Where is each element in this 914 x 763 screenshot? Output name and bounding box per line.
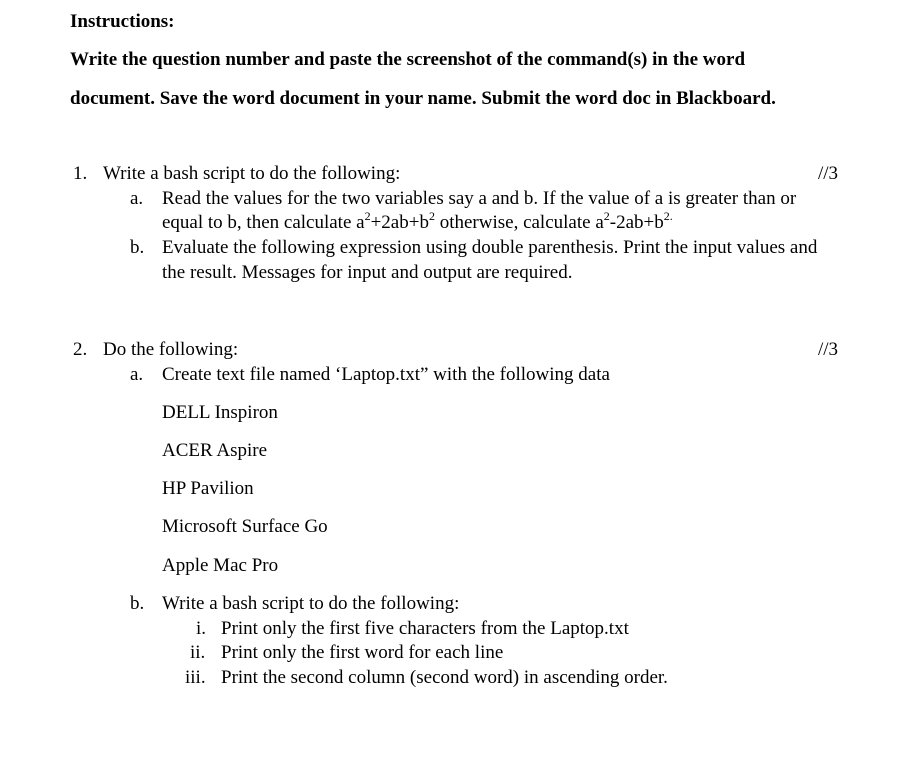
laptop-item: DELL Inspiron <box>162 402 278 423</box>
q1-b-label: b. <box>130 237 145 258</box>
laptop-item: Microsoft Surface Go <box>162 516 328 537</box>
laptop-item: ACER Aspire <box>162 440 268 461</box>
q1-marks: //3 <box>818 163 839 184</box>
q1-a-sup-1: 2 <box>364 209 371 223</box>
q2-b-subitem-label: i. <box>196 618 207 639</box>
q2-b-subitem-text: Print the second column (second word) in ascending order. <box>221 667 668 688</box>
instructions-line-1: Write the question number and paste the screenshot of the command(s) in the word <box>70 49 746 70</box>
q1-a-sup-4: 2. <box>663 209 673 223</box>
q1-text: Write a bash script to do the following: <box>103 163 401 184</box>
q2-a-label: a. <box>130 364 144 385</box>
q2-b-subitem-text: Print only the first word for each line <box>221 642 504 663</box>
q2-a-text: Create text file named ‘Laptop.txt” with the following data <box>162 364 610 385</box>
instructions-heading: Instructions: <box>70 11 175 32</box>
q1-a-sup-2: 2 <box>428 209 435 223</box>
q1-b-line-2: the result. Messages for input and output are required. <box>162 262 573 283</box>
q2-b-subitem-text: Print only the first five characters from the Laptop.txt <box>221 618 629 639</box>
q2-marks: //3 <box>818 339 839 360</box>
q2-b-label: b. <box>130 593 145 614</box>
q1-a-line-1: Read the values for the two variables say a and b. If the value of a is greater than or <box>162 188 797 209</box>
q2-text: Do the following: <box>103 339 239 360</box>
q2-b-subitem-label: ii. <box>190 642 206 663</box>
instructions-line-2: document. Save the word document in your name. Submit the word doc in Blackboard. <box>70 88 776 109</box>
laptop-item: Apple Mac Pro <box>162 555 279 576</box>
q1-a-mid-1: +2ab+b <box>370 212 429 233</box>
q1-number: 1. <box>73 163 88 184</box>
q1-a-mid-2: otherwise, calculate a <box>434 212 604 233</box>
q1-a-line-2 <box>162 209 673 233</box>
q1-a-sup-3: 2 <box>603 209 610 223</box>
q1-a-line-2-pre: equal to b, then calculate a <box>162 212 365 233</box>
q2-b-text: Write a bash script to do the following: <box>162 593 460 614</box>
q1-a-mid-3: -2ab+b <box>609 212 664 233</box>
q2-b-subitem-label: iii. <box>185 667 206 688</box>
q1-b-line-1: Evaluate the following expression using double parenthesis. Print the input values and <box>162 237 818 258</box>
q1-a-label: a. <box>130 188 144 209</box>
laptop-item: HP Pavilion <box>162 478 254 499</box>
q2-number: 2. <box>73 339 88 360</box>
